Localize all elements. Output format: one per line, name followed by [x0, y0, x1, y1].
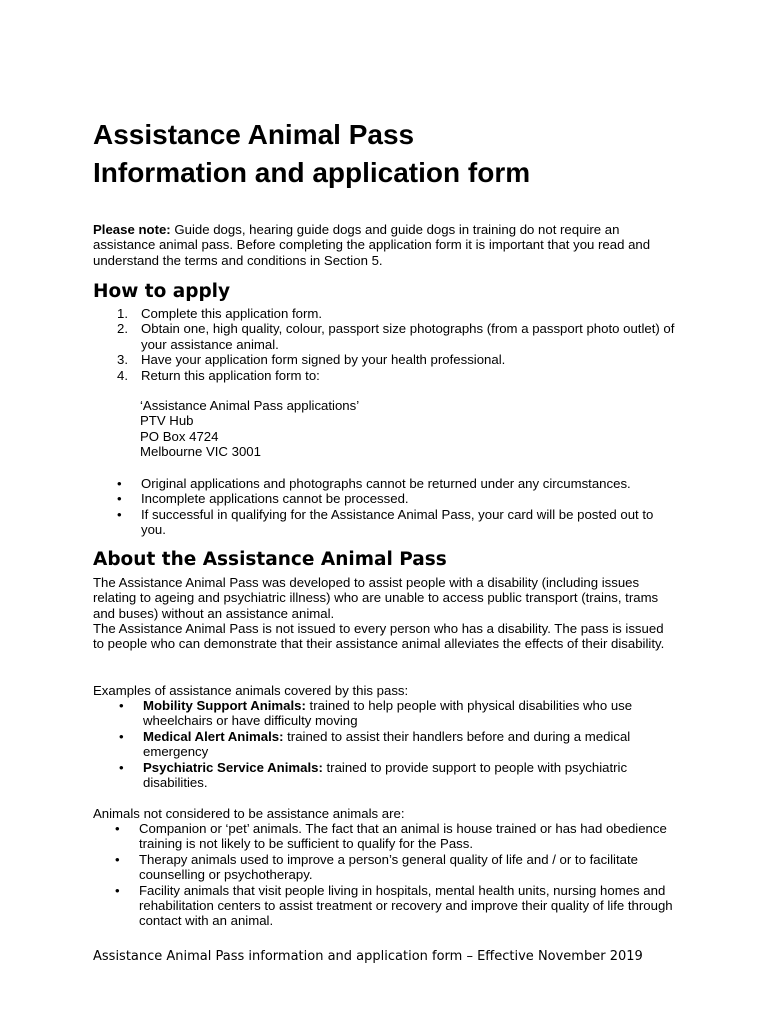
bullet-icon: • [119, 728, 124, 744]
step-item [95, 368, 675, 383]
address-line: Melbourne VIC 3001 [140, 444, 261, 460]
page-footer: Assistance Animal Pass information and application form – Effective November 2019 [93, 949, 643, 964]
list-item [95, 491, 675, 506]
title-line-2: Information and application form [93, 157, 531, 188]
bullet-icon: • [115, 882, 120, 898]
step-number: 4. [117, 367, 128, 383]
bullet-icon: • [117, 491, 122, 507]
step-text: Return this application form to: [141, 367, 320, 383]
how-to-apply-steps [95, 306, 675, 460]
address-line: PTV Hub [140, 413, 194, 429]
bullet-icon: • [119, 759, 124, 775]
application-notes-list [95, 476, 675, 538]
step-text: Have your application form signed by your health professional. [141, 352, 506, 368]
title-block [93, 116, 713, 192]
about-paragraph-1: The Assistance Animal Pass was developed to assist people with a disability (including issues relating to ageing and psychiatric illness) who are unable to access public transport (trains, trams and buses) without an assistance animal. [93, 575, 659, 621]
list-item-text: Incomplete applications cannot be processed. [141, 491, 409, 507]
bullet-icon: • [115, 851, 120, 867]
title-line-1: Assistance Animal Pass [93, 119, 415, 150]
example-term: Medical Alert Animals: [143, 728, 284, 744]
step-item [95, 352, 675, 367]
list-item-text: Original applications and photographs cannot be returned under any circumstances. [141, 476, 631, 491]
list-item-text: Facility animals that visit people living in hospitals, mental health units, nursing homes and rehabilitation centers to assist treatment or recovery and improve their quality of life through contact with an animal. [139, 882, 673, 929]
example-term: Mobility Support Animals: [143, 698, 306, 713]
please-note-paragraph [93, 222, 678, 268]
mailing-address [95, 398, 675, 460]
example-term: Psychiatric Service Animals: [143, 759, 323, 775]
list-item [93, 852, 678, 883]
list-item-text: Therapy animals used to improve a person’s general quality of life and / or to facilitate counselling or psychotherapy. [139, 851, 638, 883]
list-item [93, 760, 683, 791]
please-note-text: Guide dogs, hearing guide dogs and guide dogs in training do not require an assistance animal pass. Before completing the application form it is important that you read and understand the terms and conditions in Section 5. [93, 222, 651, 268]
step-number: 3. [117, 352, 128, 368]
example-text: trained to help people with physical disabilities who use wheelchairs or have difficulty moving [143, 698, 633, 729]
step-text: Complete this application form. [141, 306, 323, 321]
example-text: trained to assist their handlers before and during a medical emergency [143, 728, 631, 760]
about-heading: About the Assistance Animal Pass [93, 549, 447, 570]
step-number: 2. [117, 321, 128, 337]
list-item [93, 883, 678, 929]
list-item-text: Companion or ‘pet’ animals. The fact that an animal is house trained or has had obedience training is not likely to be sufficient to qualify for the Pass. [139, 821, 667, 852]
how-to-apply-heading: How to apply [93, 281, 231, 302]
list-item [95, 507, 675, 538]
list-item [93, 821, 678, 852]
about-paragraph-2: The Assistance Animal Pass is not issued to every person who has a disability. The pass is issued to people who can demonstrate that their assistance animal alleviates the effects of their disability. [93, 621, 665, 652]
not-assistance-intro: Animals not considered to be assistance animals are: [93, 806, 405, 821]
bullet-icon: • [119, 698, 124, 713]
step-item [95, 321, 675, 352]
step-number: 1. [117, 306, 128, 321]
not-assistance-list [93, 821, 678, 929]
step-text: Obtain one, high quality, colour, passport size photographs (from a passport photo outlet) of your assistance animal. [141, 321, 675, 352]
list-item [93, 729, 683, 760]
examples-intro: Examples of assistance animals covered by this pass: [93, 683, 409, 698]
please-note-label: Please note: [93, 222, 171, 237]
list-item [95, 476, 675, 491]
bullet-icon: • [117, 476, 122, 491]
address-line: ‘Assistance Animal Pass applications’ [140, 398, 360, 414]
list-item [93, 698, 683, 729]
examples-list [93, 698, 683, 790]
address-line: PO Box 4724 [140, 428, 219, 444]
bullet-icon: • [117, 506, 122, 522]
bullet-icon: • [115, 821, 120, 836]
step-item [95, 306, 675, 321]
example-text: trained to provide support to people with psychiatric disabilities. [143, 759, 628, 791]
list-item-text: If successful in qualifying for the Assistance Animal Pass, your card will be posted out to you. [141, 506, 654, 538]
